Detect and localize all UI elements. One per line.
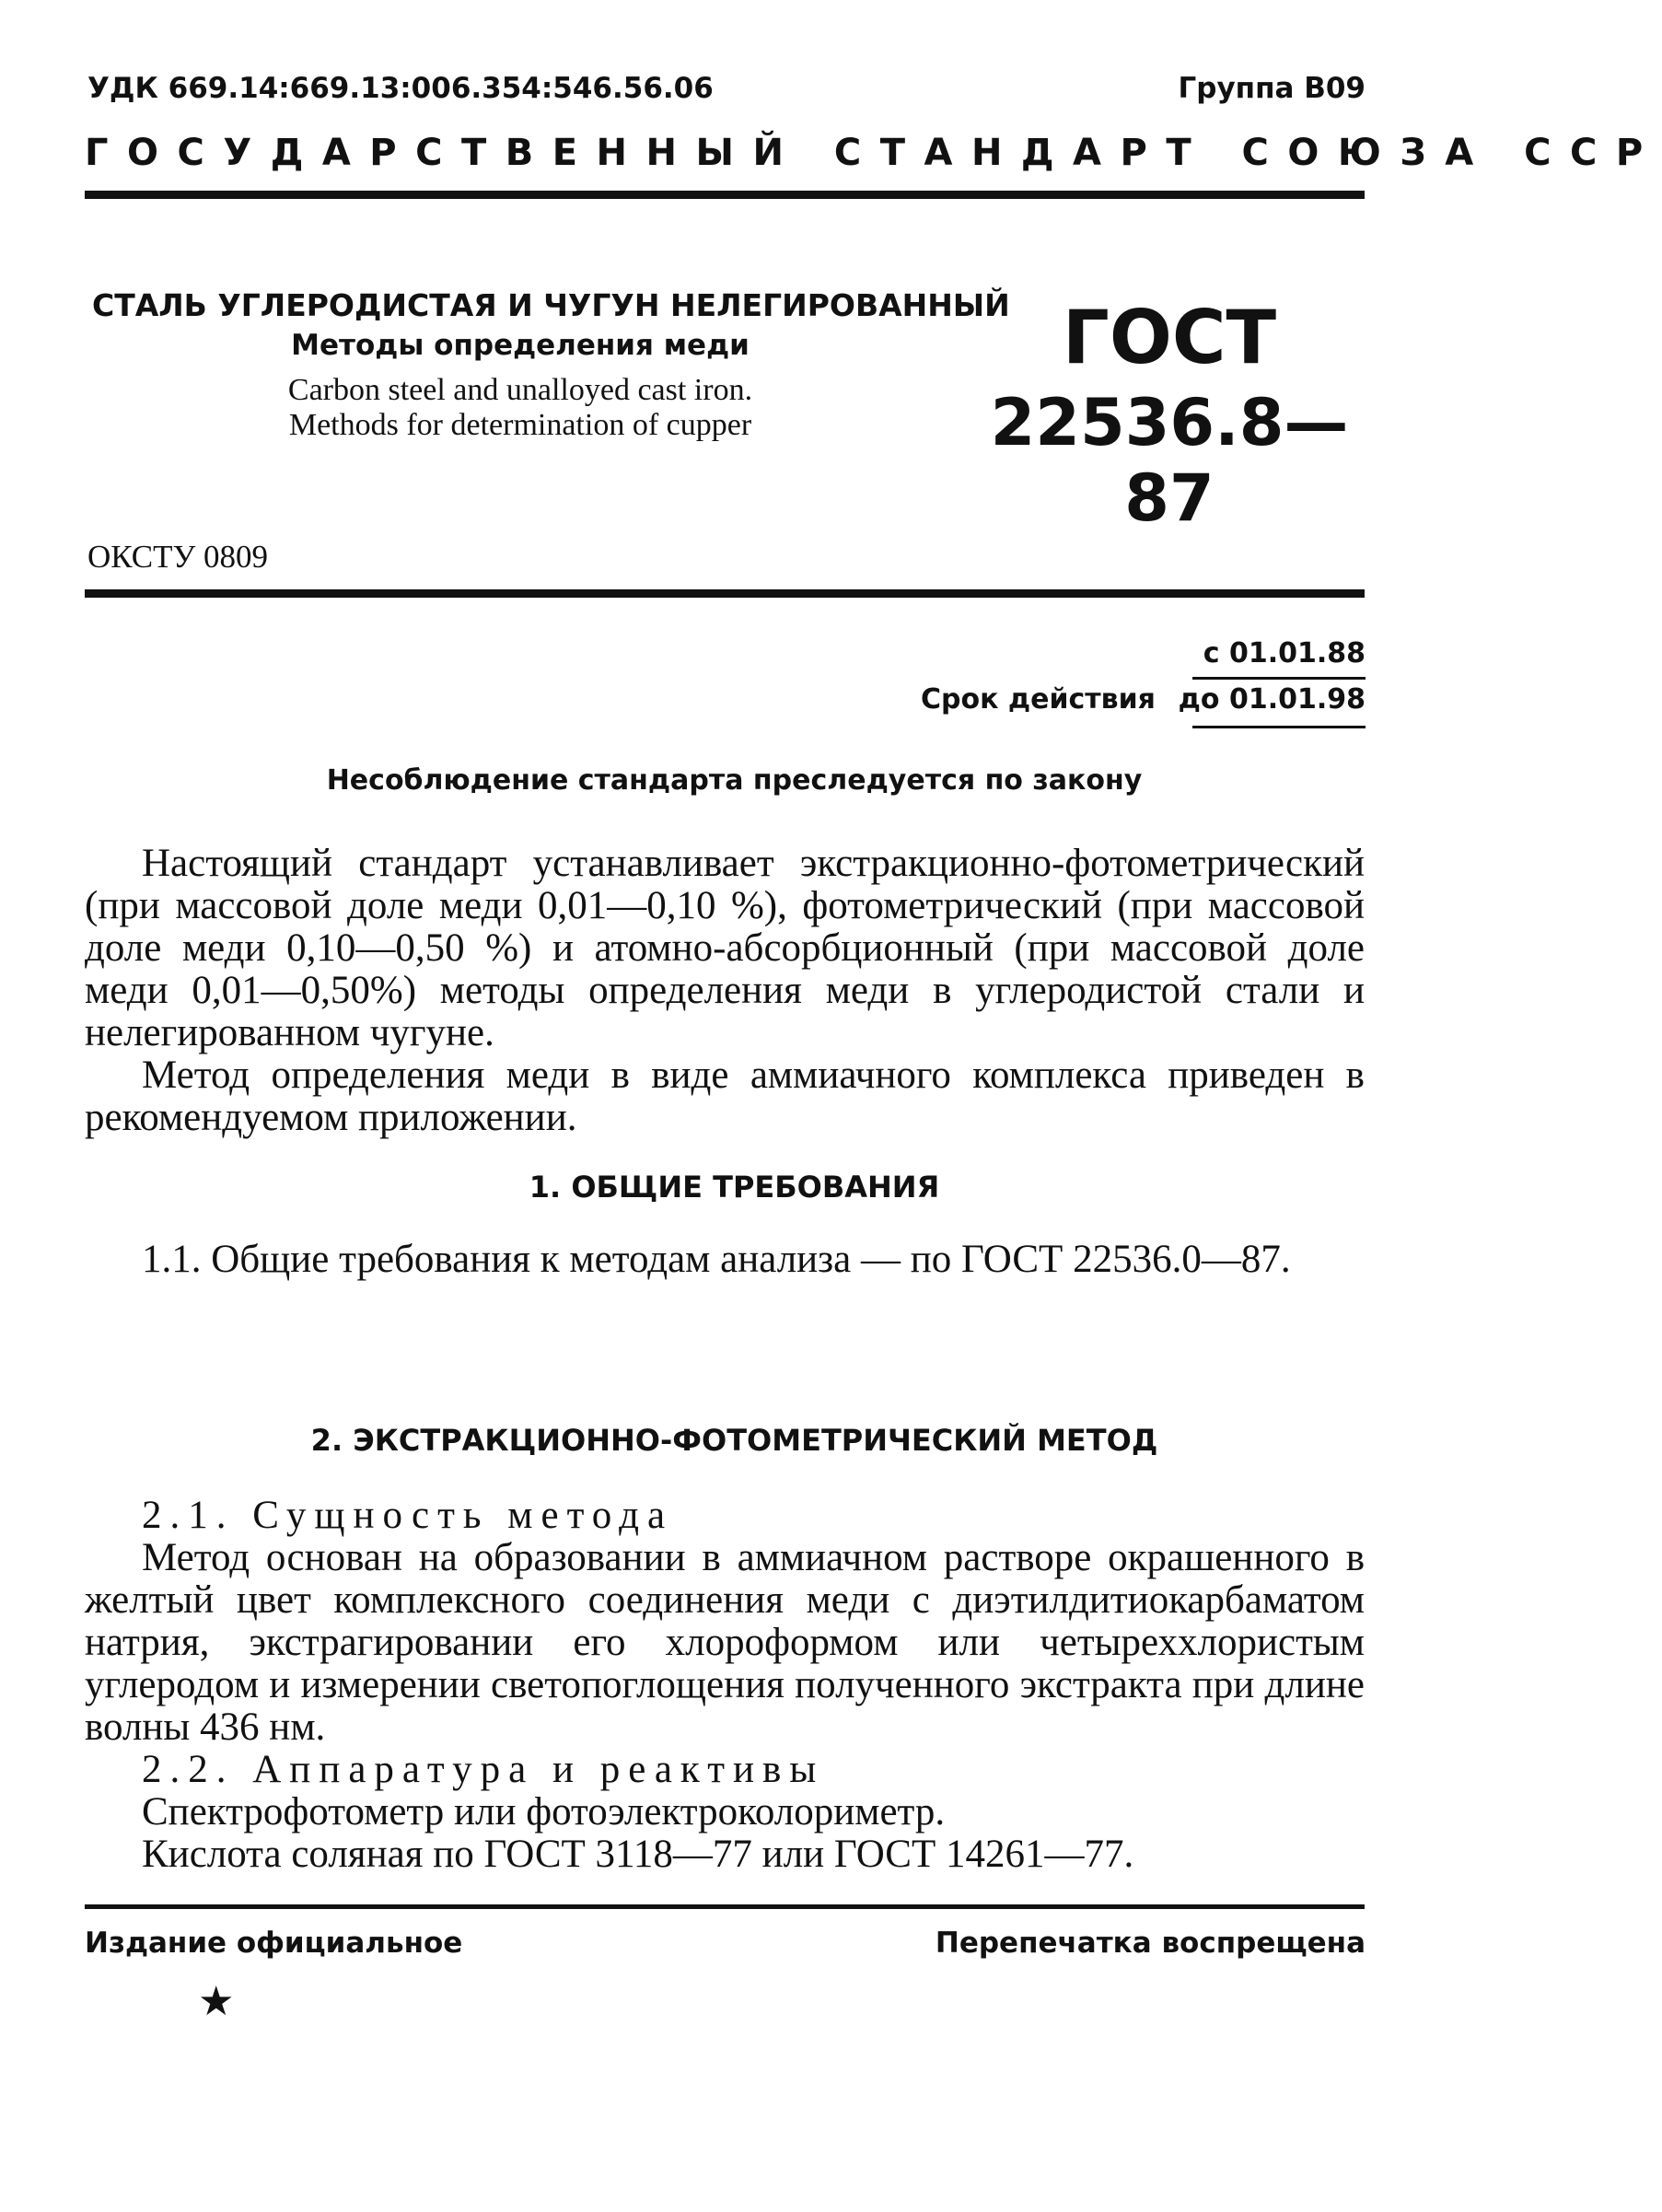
validity-label: Срок действия [921, 683, 1156, 716]
official-edition-note: Издание официальное [85, 1927, 463, 1960]
header-rule [85, 191, 1365, 199]
reprint-prohibited-note: Перепечатка воспрещена [935, 1927, 1366, 1960]
subtitle-ru: Методы определения меди [291, 329, 750, 362]
valid-to-date: до 01.01.98 [1178, 683, 1366, 716]
group-code: Группа В09 [1178, 72, 1366, 105]
clause-1-1: 1.1. Общие требования к методам анализа — по ГОСТ 22536.0—87. [142, 1238, 1291, 1281]
footer-rule [85, 1904, 1365, 1909]
legal-warning: Несоблюдение стандарта преследуется по закону [326, 764, 1143, 797]
validity-rule-top [1192, 677, 1366, 680]
title-en-line-2: Methods for determination of cupper [288, 408, 752, 442]
clause-2-1-text: Метод основан на образовании в аммиачном растворе окрашенного в желтый цвет комплексного соединения меди с диэтилдитиокарбаматом натрия, экстрагировании его хлороформом или четыреххлористым углеродом и измерении светопоглощения полученного экстракта при длине волны 436 нм. [85, 1536, 1365, 1749]
gost-number: 22536.8—87 [990, 385, 1349, 536]
okstu-code: ОКСТУ 0809 [87, 539, 269, 575]
title-ru: СТАЛЬ УГЛЕРОДИСТАЯ И ЧУГУН НЕЛЕГИРОВАННЫЙ [92, 287, 1010, 323]
title-en-line-1: Carbon steel and unalloyed cast iron. [287, 373, 753, 407]
intro-paragraph-2: Метод определения меди в виде аммиачного комплекса приведен в рекомендуемом приложении. [85, 1054, 1365, 1139]
state-standard-banner: ГОСУДАРСТВЕННЫЙ СТАНДАРТ СОЮЗА ССР [85, 132, 1662, 174]
title-en [92, 373, 948, 443]
reagent-item-1: Спектрофотометр или фотоэлектроколориметр. [142, 1790, 946, 1834]
udk-code: УДК 669.14:669.13:006.354:546.56.06 [87, 72, 714, 105]
section-2-heading: 2. ЭКСТРАКЦИОННО-ФОТОМЕТРИЧЕСКИЙ МЕТОД [310, 1423, 1158, 1458]
clause-2-2-title: 2.2. Аппаратура и реактивы [142, 1748, 825, 1791]
intro-paragraph-1: Настоящий стандарт устанавливает экстракционно-фотометрический (при массовой доле меди 0,01—0,10 %), фотометрический (при массовой доле меди 0,10—0,50 %) и атомно-абсорбционный (при массовой доле меди 0,01—0,50%) методы определения меди в углеродистой стали и нелегированном чугуне. [85, 842, 1365, 1054]
okstu-rule [85, 589, 1365, 598]
reagent-item-2: Кислота соляная по ГОСТ 3118—77 или ГОСТ 14261—77. [142, 1833, 1134, 1876]
star-icon: ★ [198, 1979, 235, 2024]
validity-rule-bottom [1192, 726, 1366, 728]
valid-from-date: с 01.01.88 [1203, 637, 1366, 669]
gost-label: ГОСТ [1062, 295, 1277, 380]
section-1-heading: 1. ОБЩИЕ ТРЕБОВАНИЯ [529, 1170, 940, 1205]
clause-2-1-title: 2.1. Сущность метода [142, 1494, 674, 1537]
